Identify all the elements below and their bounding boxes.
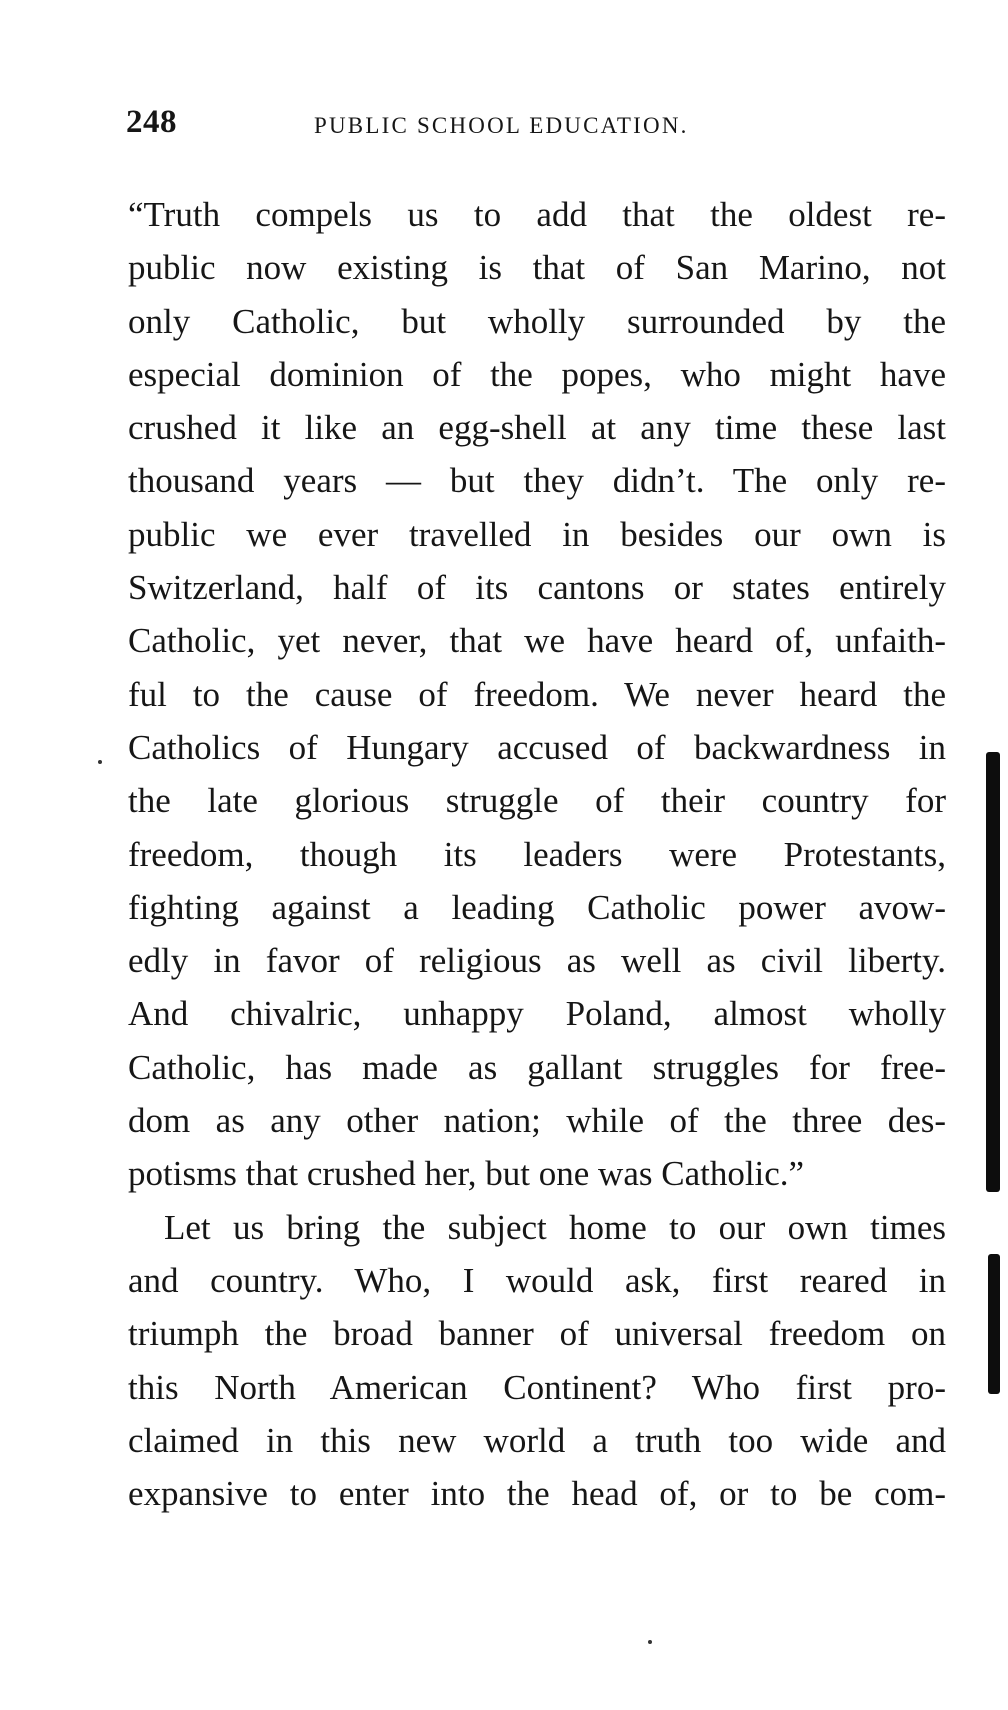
text-line: Catholics of Hungary accused of backwardness in xyxy=(128,727,946,767)
text-line: claimed in this new world a truth too wide and xyxy=(128,1420,946,1460)
margin-scan-mark xyxy=(988,1254,1000,1394)
text-line: thousand years — but they didn’t. The only re- xyxy=(128,461,946,501)
running-title: PUBLIC SCHOOL EDUCATION. xyxy=(314,113,689,138)
text-line: public we ever travelled in besides our own is xyxy=(128,514,946,554)
text-line: fighting against a leading Catholic power avow- xyxy=(128,887,946,927)
page-header xyxy=(126,104,946,144)
text-line: only Catholic, but wholly surrounded by the xyxy=(128,301,946,341)
text-line: “Truth compels us to add that the oldest re- xyxy=(128,195,946,234)
text-line: expansive to enter into the head of, or to be com- xyxy=(128,1474,946,1514)
text-line: dom as any other nation; while of the three des- xyxy=(128,1101,946,1141)
margin-scan-mark xyxy=(986,752,1000,1192)
text-line: ful to the cause of freedom. We never heard the xyxy=(128,674,946,714)
body-text xyxy=(128,188,946,1520)
text-line: And chivalric, unhappy Poland, almost wholly xyxy=(128,994,946,1034)
text-line: edly in favor of religious as well as civil liberty. xyxy=(128,941,946,981)
scan-speck xyxy=(98,760,102,764)
text-line: freedom, though its leaders were Protestants, xyxy=(128,834,946,874)
text-line: triumph the broad banner of universal freedom on xyxy=(128,1314,946,1354)
text-line: Switzerland, half of its cantons or states entirely xyxy=(128,568,946,608)
text-line: Let us bring the subject home to our own times xyxy=(164,1207,946,1247)
scan-speck xyxy=(648,1640,652,1644)
text-line: potisms that crushed her, but one was Catholic.” xyxy=(128,1154,805,1194)
text-line: especial dominion of the popes, who might have xyxy=(128,354,946,394)
text-line: the late glorious struggle of their country for xyxy=(128,781,946,821)
page-number: 248 xyxy=(126,104,177,140)
text-line: public now existing is that of San Marino, not xyxy=(128,248,946,288)
text-line: and country. Who, I would ask, first reared in xyxy=(128,1260,946,1300)
text-line: Catholic, has made as gallant struggles for free- xyxy=(128,1047,946,1087)
text-line: Catholic, yet never, that we have heard of, unfaith- xyxy=(128,621,946,661)
text-line: crushed it like an egg-shell at any time these last xyxy=(128,408,946,448)
text-line: this North American Continent? Who first pro- xyxy=(128,1367,946,1407)
